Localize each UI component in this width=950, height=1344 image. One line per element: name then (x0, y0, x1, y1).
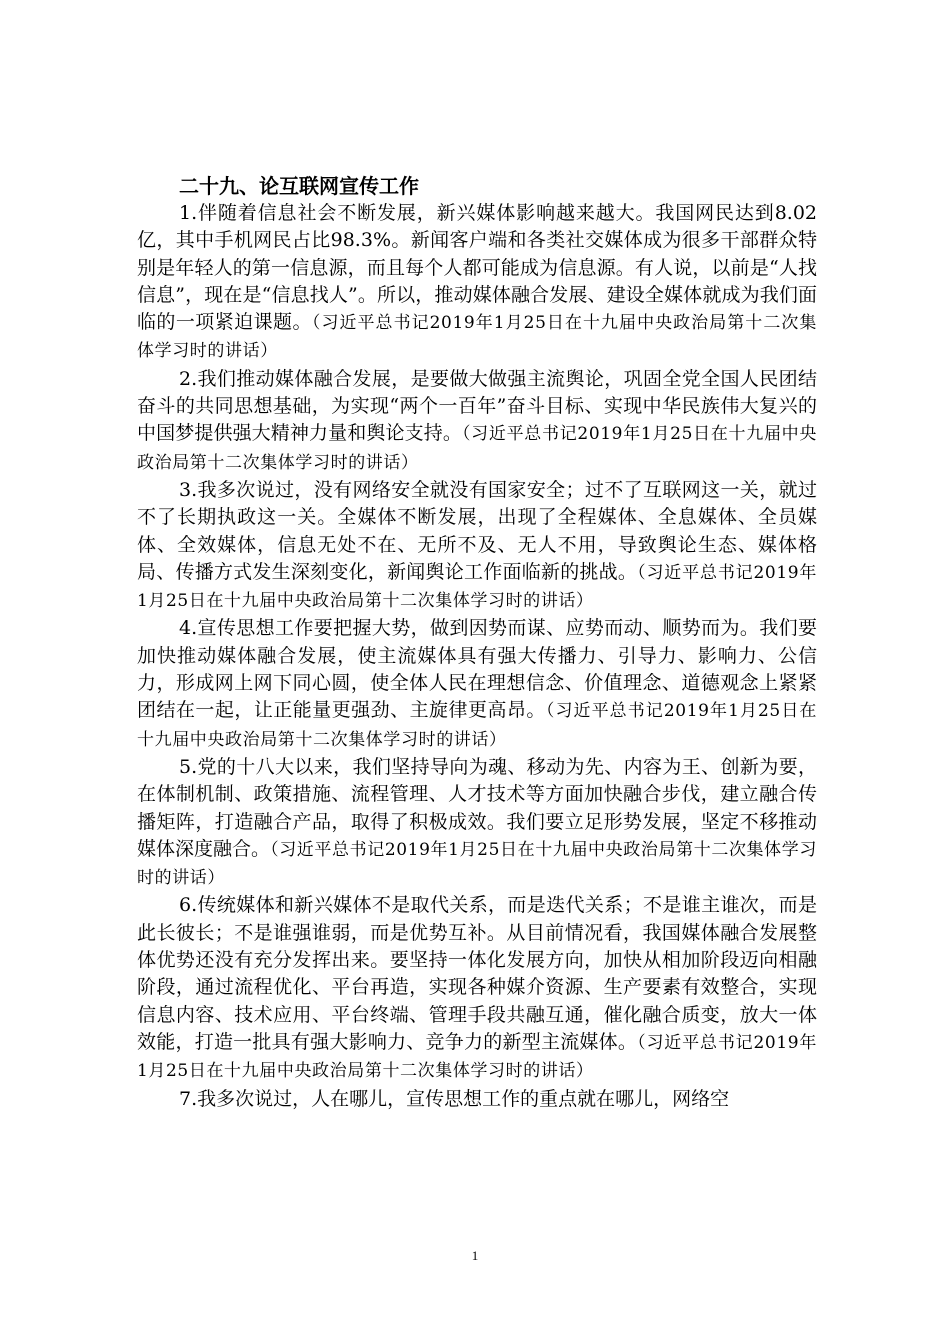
paragraph-7 (137, 1086, 817, 1114)
paragraph-source: （习近平总书记2019年1月25日在十九届中央政治局第十二次集体学习时的讲话） (137, 562, 817, 612)
paragraph-3 (137, 477, 817, 615)
paragraph-text: 2.我们推动媒体融合发展，是要做大做强主流舆论，巩固全党全国人民团结奋斗的共同思想基础，为实现“两个一百年”奋斗目标、实现中华民族伟大复兴的中国梦提供强大精神力量和舆论支持。 (137, 367, 817, 445)
paragraph-text: 5.党的十八大以来，我们坚持导向为魂、移动为先、内容为王、创新为要，在体制机制、政策措施、流程管理、人才技术等方面加快融合步伐，建立融合传播矩阵，打造融合产品，取得了积极成效。我们要立足形势发展，坚定不移推动媒体深度融合。 (137, 755, 817, 860)
document-body (137, 172, 817, 1114)
paragraph-source: （习近平总书记2019年1月25日在十九届中央政治局第十二次集体学习时的讲话） (137, 1032, 817, 1082)
page-number: 1 (471, 1248, 479, 1263)
paragraph-2 (137, 366, 817, 477)
paragraph-4 (137, 615, 817, 753)
paragraph-text: 1.伴随着信息社会不断发展，新兴媒体影响越来越大。我国网民达到8.02亿，其中手机网民占比98.3%。新闻客户端和各类社交媒体成为很多干部群众特别是年轻人的第一信息源，而且每个人都可能成为信息源。有人说，以前是“人找信息”，现在是“信息找人”。所以，推动媒体融合发展、建设全媒体就成为我们面临的一项紧迫课题。 (137, 202, 817, 334)
paragraph-6 (137, 892, 817, 1085)
paragraph-5 (137, 754, 817, 892)
paragraph-text: 4.宣传思想工作要把握大势，做到因势而谋、应势而动、顺势而为。我们要加快推动媒体融合发展，使主流媒体具有强大传播力、引导力、影响力、公信力，形成网上网下同心圆，使全体人民在理想信念、价值理念、道德观念上紧紧团结在一起，让正能量更强劲、主旋律更高昂。 (137, 617, 817, 722)
paragraph-source: （习近平总书记2019年1月25日在十九届中央政治局第十二次集体学习时的讲话） (137, 701, 817, 750)
section-title: 二十九、论互联网宣传工作 (179, 174, 419, 198)
paragraph-1 (137, 200, 817, 366)
paragraph-text: 6.传统媒体和新兴媒体不是取代关系，而是迭代关系；不是谁主谁次，而是此长彼长；不是谁强谁弱，而是优势互补。从目前情况看，我国媒体融合发展整体优势还没有充分发挥出来。要坚持一体化发展方向，加快从相加阶段迈向相融阶段，通过流程优化、平台再造，实现各种媒介资源、生产要素有效整合，实现信息内容、技术应用、平台终端、管理手段共融互通，催化融合质变，放大一体效能，打造一批具有强大影响力、竞争力的新型主流媒体。 (137, 894, 817, 1053)
paragraph-text: 3.我多次说过，没有网络安全就没有国家安全；过不了互联网这一关，就过不了长期执政这一关。全媒体不断发展，出现了全程媒体、全息媒体、全员媒体、全效媒体，信息无处不在、无所不及、无人不用，导致舆论生态、媒体格局、传播方式发生深刻变化，新闻舆论工作面临新的挑战。 (137, 478, 817, 583)
paragraph-text: 7.我多次说过，人在哪儿，宣传思想工作的重点就在哪儿，网络空 (179, 1087, 730, 1110)
paragraph-source: （习近平总书记2019年1月25日在十九届中央政治局第十二次集体学习时的讲话） (137, 313, 817, 362)
paragraph-source: （习近平总书记2019年1月25日在十九届中央政治局第十二次集体学习时的讲话） (137, 839, 817, 889)
paragraph-source: （习近平总书记2019年1月25日在十九届中央政治局第十二次集体学习时的讲话） (137, 424, 817, 473)
